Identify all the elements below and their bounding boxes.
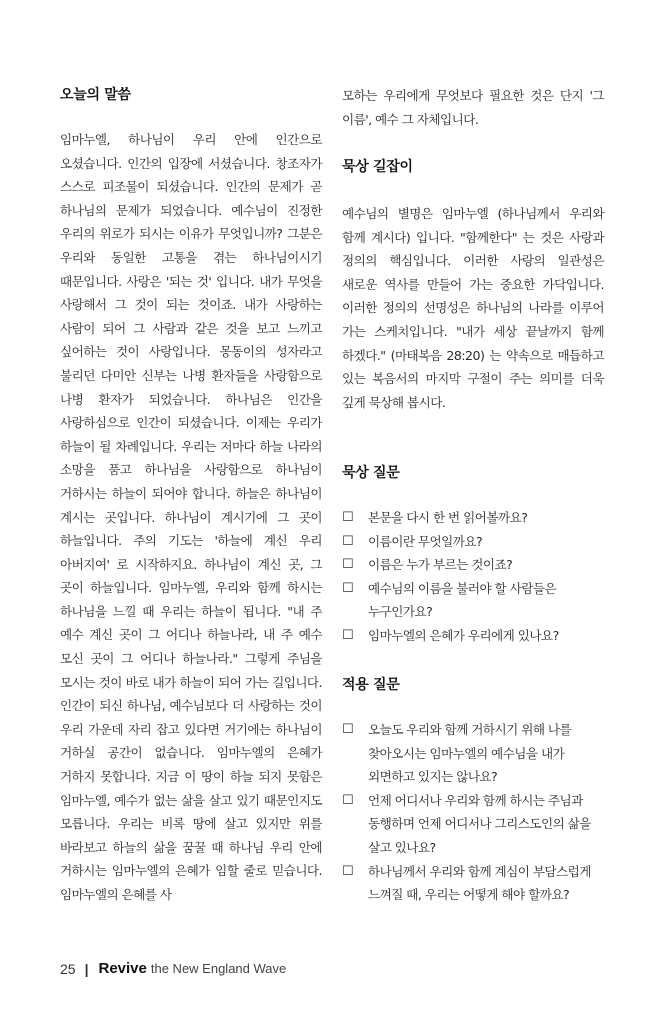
brand-tagline: the New England Wave xyxy=(150,961,287,976)
question-text: 이름은 누가 부르는 것이죠? xyxy=(368,557,513,573)
application-question xyxy=(342,718,604,789)
checkbox-icon[interactable]: ☐ xyxy=(342,557,354,573)
meditation-questions-heading: 묵상 질문 xyxy=(342,465,400,481)
meditation-question xyxy=(342,553,604,577)
meditation-question xyxy=(342,624,604,648)
checkbox-icon[interactable]: ☐ xyxy=(342,580,354,596)
meditation-question xyxy=(342,506,604,530)
checkbox-icon[interactable]: ☐ xyxy=(342,627,354,643)
question-text: 임마누엘의 은혜가 우리에게 있나요? xyxy=(368,627,559,643)
todays-word-heading: 오늘의 말씀 xyxy=(60,87,131,103)
page-number: 25 xyxy=(60,960,76,977)
todays-word-body: 임마누엘, 하나님이 우리 안에 인간으로 오셨습니다. 인간의 입장에 서셨습니다. 창조자가 스스로 피조물이 되셨습니다. 인간의 문제가 곧 하나님의 문제가 되었습니다. 예수님이 진정한 우리의 위로가 되시는 이유가 무엇입니까? 그분은 우리와 동일한 고통을 겪는 하나님이시기 때문입니다. 사랑은 '되는 것' 입니다. 내가 무엇을 사랑해서 그 것이 되는 것이죠. 내가 사랑하는 사람이 되어 그 사람과 같은 것을 보고 느끼고 싶어하는 것이 사랑입니다. 몽동이의 성자라고 불리던 다미안 신부는 나병 환자들을 사랑함으로 나병 환자가 되었습니다. 하나님은 인간을 사랑하심으로 인간이 되셨습니다. 이제는 우리가 하늘이 될 차례입니다. 우리는 저마다 하늘 나라의 소망을 품고 하나님을 사랑함으로 하나님이 거하시는 하늘이 되어야 합니다. 하늘은 하나님이 계시는 곳입니다. 하나님이 계시기에 그 곳이 하늘입니다. 주의 기도는 '하늘에 계신 우리 아버지여' 로 시작하지요. 하나님이 계신 곳, 그 곳이 하늘입니다. 임마누엘, 우리와 함께 하시는 하나님을 느낄 때 우리는 하늘이 됩니다. "내 주 예수 계신 곳이 그 어디나 하늘나라, 내 주 예수 모신 곳이 그 어디나 하늘나라." 그렇게 주님을 모시는 것이 바로 내가 하늘이 되어 가는 길입니다. 인간이 되신 하나님, 예수님보다 더 사랑하는 것이 우리 가운데 자리 잡고 있다면 거기에는 하나님이 거하실 공간이 없습니다. 임마누엘의 은혜가 거하지 못합니다. 지금 이 땅이 하늘 되지 못함은 임마누엘, 예수가 없는 삶을 살고 있기 때문인지도 모릅니다. 우리는 비록 땅에 살고 있지만 위를 바라보고 하늘의 삶을 꿈꿀 때 하나님 우리 안에 거하시는 임마누엘의 은혜가 임할 줄로 믿습니다. 임마누엘의 은혜를 사 xyxy=(60,132,322,902)
checkbox-icon[interactable]: ☐ xyxy=(342,722,354,737)
meditation-question xyxy=(342,577,604,624)
checkbox-icon[interactable]: ☐ xyxy=(342,792,354,808)
footer-separator: | xyxy=(84,960,89,977)
meditation-questions-list xyxy=(342,506,604,648)
application-question xyxy=(342,789,604,860)
page-footer xyxy=(60,960,286,977)
application-question xyxy=(342,860,604,907)
question-text: 언제 어디서나 우리와 함께 하시는 주님과 동행하며 언제 어디서나 그리스도인의 삶을 살고 있나요? xyxy=(368,792,591,855)
application-questions-heading: 적용 질문 xyxy=(342,677,400,693)
meditation-guide-body: 예수님의 별명은 임마누엘 (하나님께서 우리와 함께 계시다) 입니다. "함께한다" 는 것은 사랑과 정의의 핵심입니다. 이러한 사랑의 일관성은 새로운 역사를 만들어 가는 중요한 가닥입니다. 이러한 정의의 선명성은 하나님의 나라를 이루어 가는 스케치입니다. "내가 세상 끝날까지 함께 하겠다." (마태복음 28:20) 는 약속으로 매듭하고 있는 복음서의 마지막 구절이 주는 의미를 더욱 깊게 묵상해 봅시다. xyxy=(342,206,604,410)
question-text: 이름이란 무엇일까요? xyxy=(368,533,483,549)
application-questions-list xyxy=(342,718,604,907)
todays-word-continuation: 모하는 우리에게 무엇보다 필요한 것은 단지 '그 이름', 예수 그 자체입니다. xyxy=(342,88,604,127)
question-text: 하나님께서 우리와 함께 계심이 부담스럽게 느껴질 때, 우리는 어떻게 해야 할까요? xyxy=(368,863,591,903)
brand-name: Revive xyxy=(98,960,147,977)
question-text: 예수님의 이름을 불러야 할 사람들은 누구인가요? xyxy=(368,580,557,620)
checkbox-icon[interactable]: ☐ xyxy=(342,863,354,879)
meditation-question xyxy=(342,530,604,554)
meditation-guide-heading: 묵상 길잡이 xyxy=(342,159,413,175)
question-text: 오늘도 우리와 함께 거하시기 위해 나를 찾아오시는 임마누엘의 예수님을 내가 외면하고 있지는 않나요? xyxy=(368,722,572,785)
question-text: 본문을 다시 한 번 읽어볼까요? xyxy=(368,510,528,525)
checkbox-icon[interactable]: ☐ xyxy=(342,510,354,525)
checkbox-icon[interactable]: ☐ xyxy=(342,533,354,549)
